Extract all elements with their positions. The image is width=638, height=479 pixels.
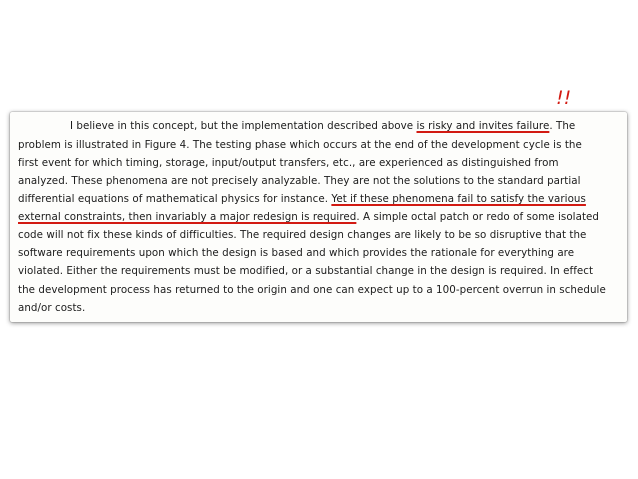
text-segment: I believe in this concept, but the implementation described above (70, 120, 417, 132)
text-segment: first event for which timing, storage, input/output transfers, etc., are experienced as distinguished from (18, 157, 559, 169)
text-line-3 (18, 157, 559, 169)
text-line-6 (18, 211, 599, 223)
text-line-8 (18, 247, 574, 259)
text-segment: . The (549, 120, 576, 132)
text-segment: . A simple octal patch or redo of some isolated (356, 211, 599, 223)
text-line-2 (18, 139, 582, 151)
handwritten-exclamation-annotation: !! (556, 87, 572, 109)
text-line-7 (18, 229, 586, 241)
underlined-phrase-phenomena-fail: Yet if these phenomena fail to satisfy the various (331, 193, 586, 205)
text-line-1 (70, 120, 575, 132)
text-line-9 (18, 265, 593, 277)
text-segment: violated. Either the requirements must be modified, or a substantial change in the design is required. In effect (18, 265, 594, 277)
text-segment: software requirements upon which the design is based and which provides the rationale for everything are (18, 247, 575, 259)
text-segment: differential equations of mathematical physics for instance. (18, 193, 332, 205)
text-segment: analyzed. These phenomena are not precisely analyzable. They are not the solutions to the standard partial (18, 175, 581, 187)
text-segment: and/or costs. (18, 302, 86, 314)
text-line-4 (18, 175, 581, 187)
text-segment: code will not fix these kinds of difficulties. The required design changes are likely to be so disruptive that the (18, 229, 587, 241)
text-line-10 (18, 284, 606, 296)
underlined-phrase-risky-failure: is risky and invites failure (416, 120, 550, 132)
text-segment: problem is illustrated in Figure 4. The testing phase which occurs at the end of the development cycle is the (18, 139, 582, 151)
text-line-5 (18, 193, 586, 205)
scanned-paragraph (10, 112, 627, 322)
text-line-11 (18, 302, 85, 314)
underlined-phrase-major-redesign: external constraints, then invariably a major redesign is required (18, 211, 357, 223)
text-segment: the development process has returned to the origin and one can expect up to a 100-percent overrun in schedule (18, 284, 606, 296)
